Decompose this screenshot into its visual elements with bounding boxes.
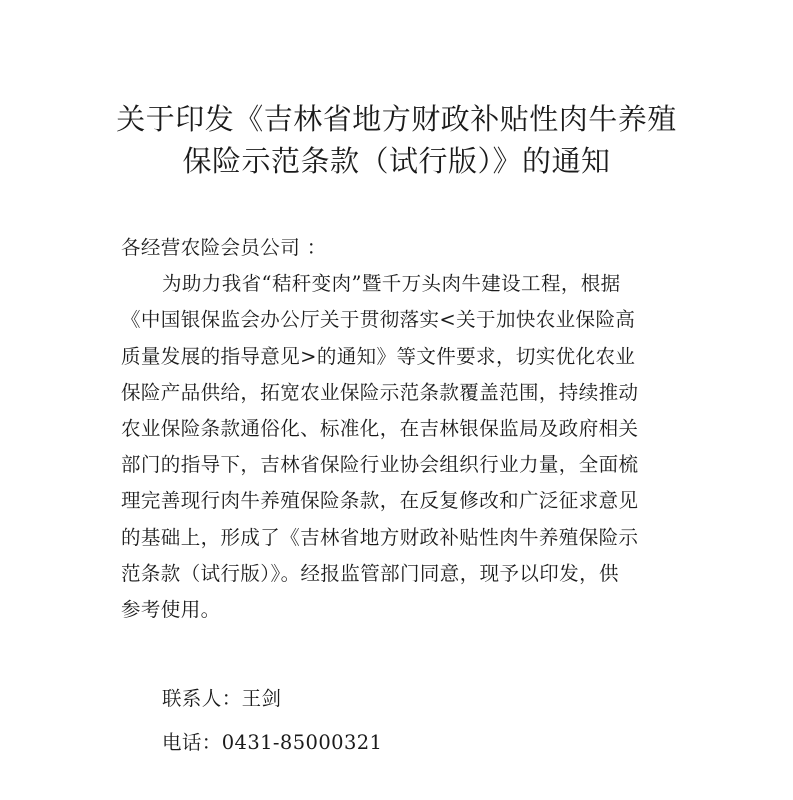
body-line-2: 《中国银保监会办公厅关于贯彻落实<关于加快农业保险高: [121, 308, 636, 332]
body-line-9: 范条款（试行版）》。经报监管部门同意，现予以印发，供: [121, 561, 619, 585]
body-line-8: 的基础上，形成了《吉林省地方财政补贴性肉牛养殖保险示: [121, 525, 639, 549]
body-line-5: 农业保险条款通俗化、标准化，在吉林银保监局及政府相关: [121, 416, 639, 440]
body-line-3: 质量发展的指导意见>的通知》等文件要求，切实优化农业: [121, 344, 636, 368]
title-line-2: 保险示范条款（试行版）》的通知: [182, 144, 611, 178]
title-line-1: 关于印发《吉林省地方财政补贴性肉牛养殖: [116, 102, 677, 136]
body-line-10: 参考使用。: [121, 597, 221, 621]
body-line-6: 部门的指导下，吉林省保险行业协会组织行业力量，全面梳: [121, 453, 639, 477]
salutation: 各经营农险会员公司 ：: [121, 236, 327, 259]
body-line-1: 为助力我省“秸秆变肉”暨千万头肉牛建设工程，根据: [162, 272, 621, 296]
document-title: [100, 98, 693, 182]
body-line-7: 理完善现行肉牛养殖保险条款，在反复修改和广泛征求意见: [121, 489, 639, 513]
contact-person: 联系人：王剑: [162, 687, 282, 710]
body-line-4: 保险产品供给，拓宽农业保险示范条款覆盖范围，持续推动: [121, 380, 639, 404]
document-body: [121, 230, 677, 628]
contact-phone: 电话：0431-85000321: [162, 731, 383, 754]
